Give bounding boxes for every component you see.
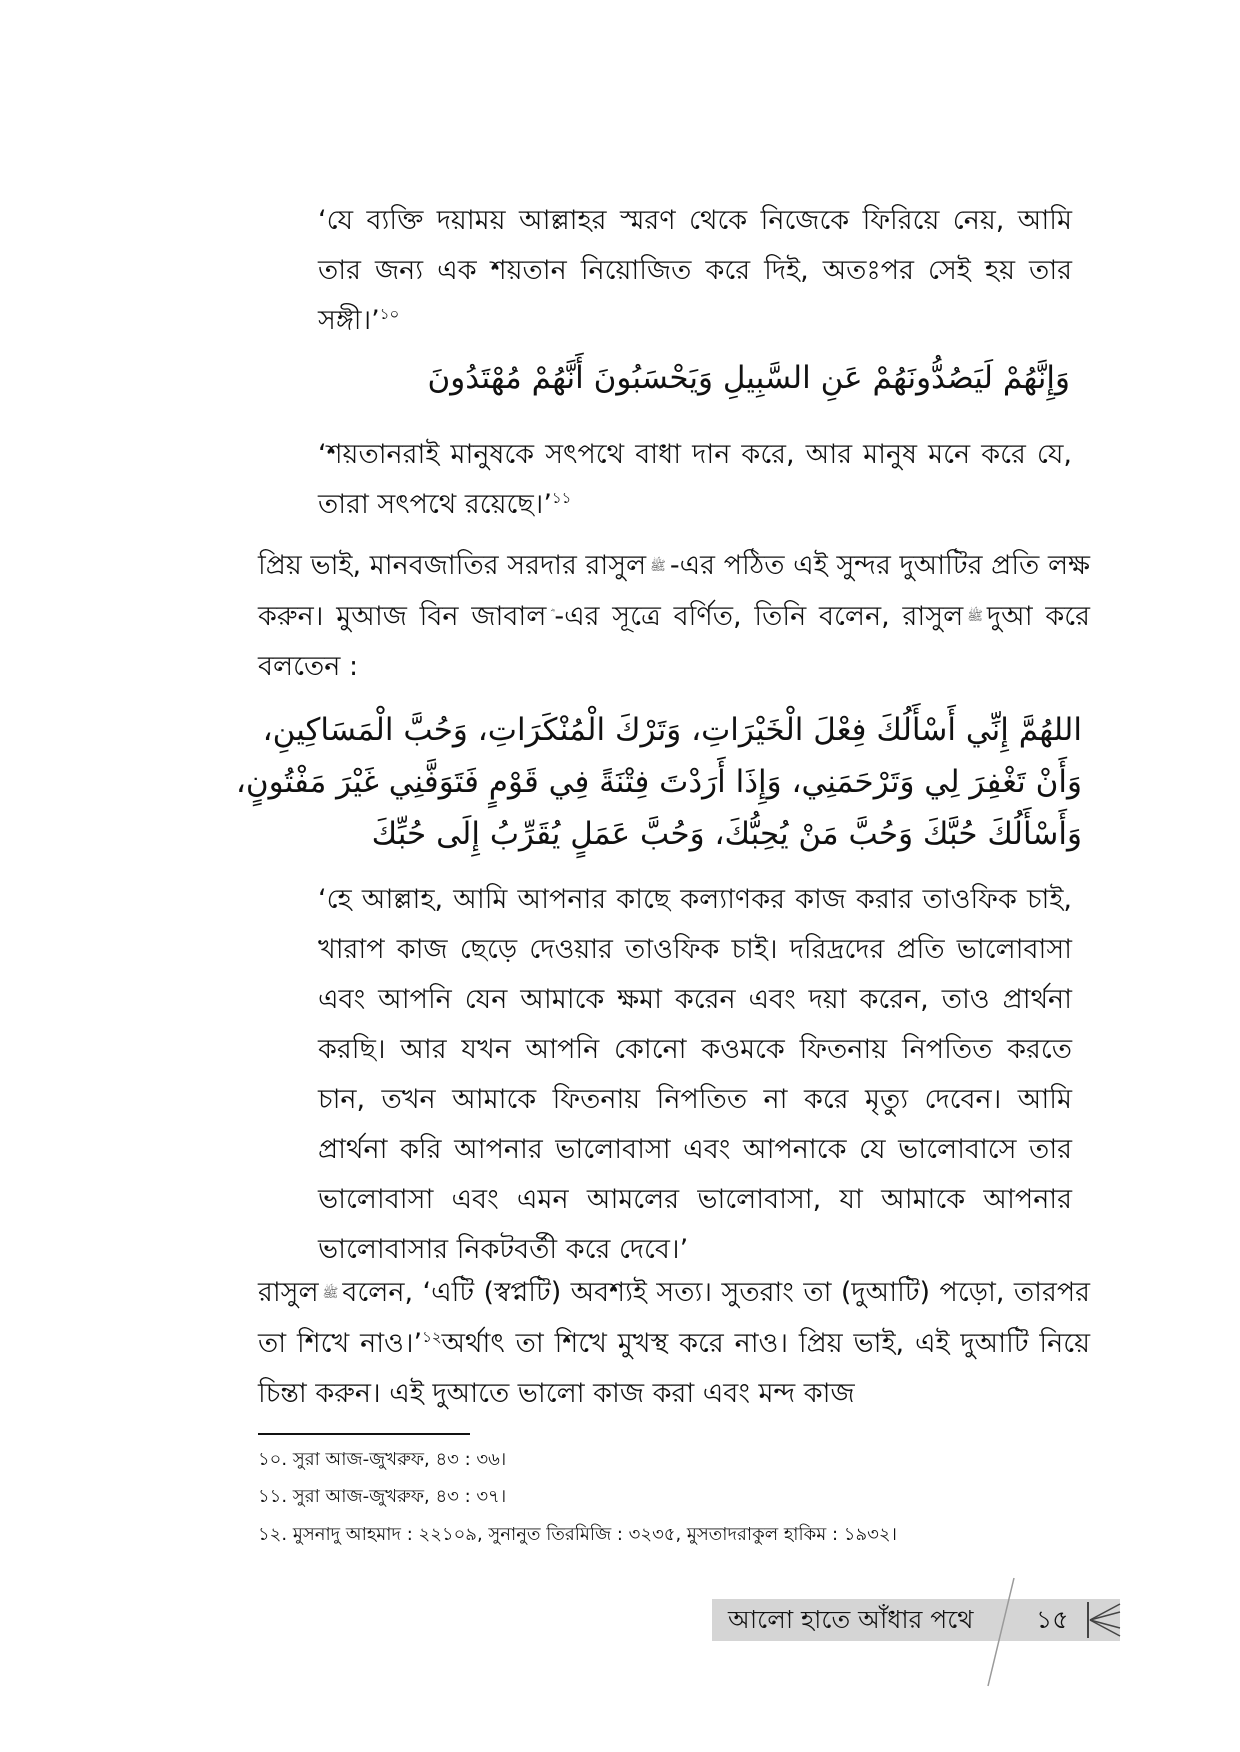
- footnote-reference: ১২: [422, 1327, 442, 1346]
- paragraph-text: অর্থাৎ তা শিখে মুখস্থ করে নাও। প্রিয় ভাই, এই দুআটি নিয়ে চিন্তা করুন। এই দুআতে ভালো কাজ করা এবং মন্দ কাজ: [258, 1327, 1090, 1409]
- book-title: আলো হাতে আঁধার পথে: [728, 1605, 974, 1634]
- arabic-dua-line: اللهُمَّ إِنِّي أَسْأَلُكَ فِعْلَ الْخَيْرَاتِ، وَتَرْكَ الْمُنْكَرَاتِ، وَحُبَّ الْمَسَاكِينِ،: [262, 712, 1082, 748]
- translation-text: ‘হে আল্লাহ, আমি আপনার কাছে কল্যাণকর কাজ করার তাওফিক চাই, খারাপ কাজ ছেড়ে দেওয়ার তাওফিক চাই। দরিদ্রদের প্রতি ভালোবাসা এবং আপনি যেন আমাকে ক্ষমা করেন এবং দয়া করেন, তাও প্রার্থনা করছি। আর যখন আপনি কোনো কওমকে ফিতনায় নিপতিত করতে চান, তখন আমাকে ফিতনায় নিপতিত না করে মৃত্যু দেবেন। আমি প্রার্থনা করি আপনার ভালোবাসা এবং আপনাকে যে ভালোবাসে তার ভালোবাসা এবং এমন আমলের ভালোবাসা, যা আমাকে আপনার ভালোবাসার নিকটবর্তী করে দেবে।’: [318, 884, 1072, 1265]
- quote-text: ‘যে ব্যক্তি দয়াময় আল্লাহর স্মরণ থেকে নিজেকে ফিরিয়ে নেয়, আমি তার জন্য এক শয়তান নিয়োজিত করে দিই, অতঃপর সেই হয় তার সঙ্গী।’: [318, 205, 1072, 336]
- footnote-11: ১১. সুরা আজ-জুখরুফ, ৪৩ : ৩৭।: [258, 1486, 507, 1507]
- salawat-icon: ﷺ: [967, 609, 983, 624]
- paragraph-text: বলেন, ‘এটি (স্বপ্নটি) অবশ্যই সত্য। সুতরাং তা (দুআটি) পড়ো, তারপর তা শিখে নাও।’: [258, 1277, 1090, 1359]
- paragraph-text: প্রিয় ভাই, মানবজাতির সরদার রাসুল: [258, 550, 647, 581]
- salawat-icon: ﷺ: [650, 558, 666, 574]
- arabic-dua-line: وَأَنْ تَغْفِرَ لِي وَتَرْحَمَنِي، وَإِذَا أَرَدْتَ فِتْنَةً فِي قَوْمٍ فَتَوَفَّنِي غَيْرَ مَفْتُونٍ،: [235, 764, 1082, 800]
- footnote-10: ১০. সুরা আজ-জুখরুফ, ৪৩ : ৩৬।: [258, 1449, 507, 1470]
- arabic-verse-line: وَإِنَّهُمْ لَيَصُدُّونَهُمْ عَنِ السَّبِيلِ وَيَحْسَبُونَ أَنَّهُمْ مُهْتَدُونَ: [427, 360, 1070, 396]
- footnote-12: ১২. মুসনাদু আহমাদ : ২২১০৯, সুনানুত তিরমিজি : ৩২৩৫, মুসতাদরাকুল হাকিম : ১৯৩২।: [258, 1524, 897, 1545]
- paragraph-text: -এর পঠিত এই সুন্দর দুআটির প্রতি লক্ষ করুন। মুআজ বিন জাবাল: [258, 550, 1090, 632]
- paragraph-text: দুআ করে বলতেন :: [258, 600, 1091, 682]
- page-number: ১৫: [1036, 1605, 1069, 1634]
- footnote-reference: ১০: [379, 305, 400, 323]
- paragraph-text: -এর সূত্রে বর্ণিত, তিনি বলেন, রাসুল: [554, 600, 964, 632]
- salawat-icon: ﷺ: [322, 1285, 339, 1301]
- footnote-reference: ১১: [551, 489, 572, 507]
- quote-text: ‘শয়তানরাই মানুষকে সৎপথে বাধা দান করে, আর মানুষ মনে করে যে, তারা সৎপথে রয়েছে।’: [318, 439, 1072, 520]
- arabic-dua-line: وَأَسْأَلُكَ حُبَّكَ وَحُبَّ مَنْ يُحِبُّكَ، وَحُبَّ عَمَلٍ يُقَرِّبُ إِلَى حُبِّكَ: [371, 816, 1082, 852]
- paragraph-text: রাসুল: [258, 1277, 319, 1308]
